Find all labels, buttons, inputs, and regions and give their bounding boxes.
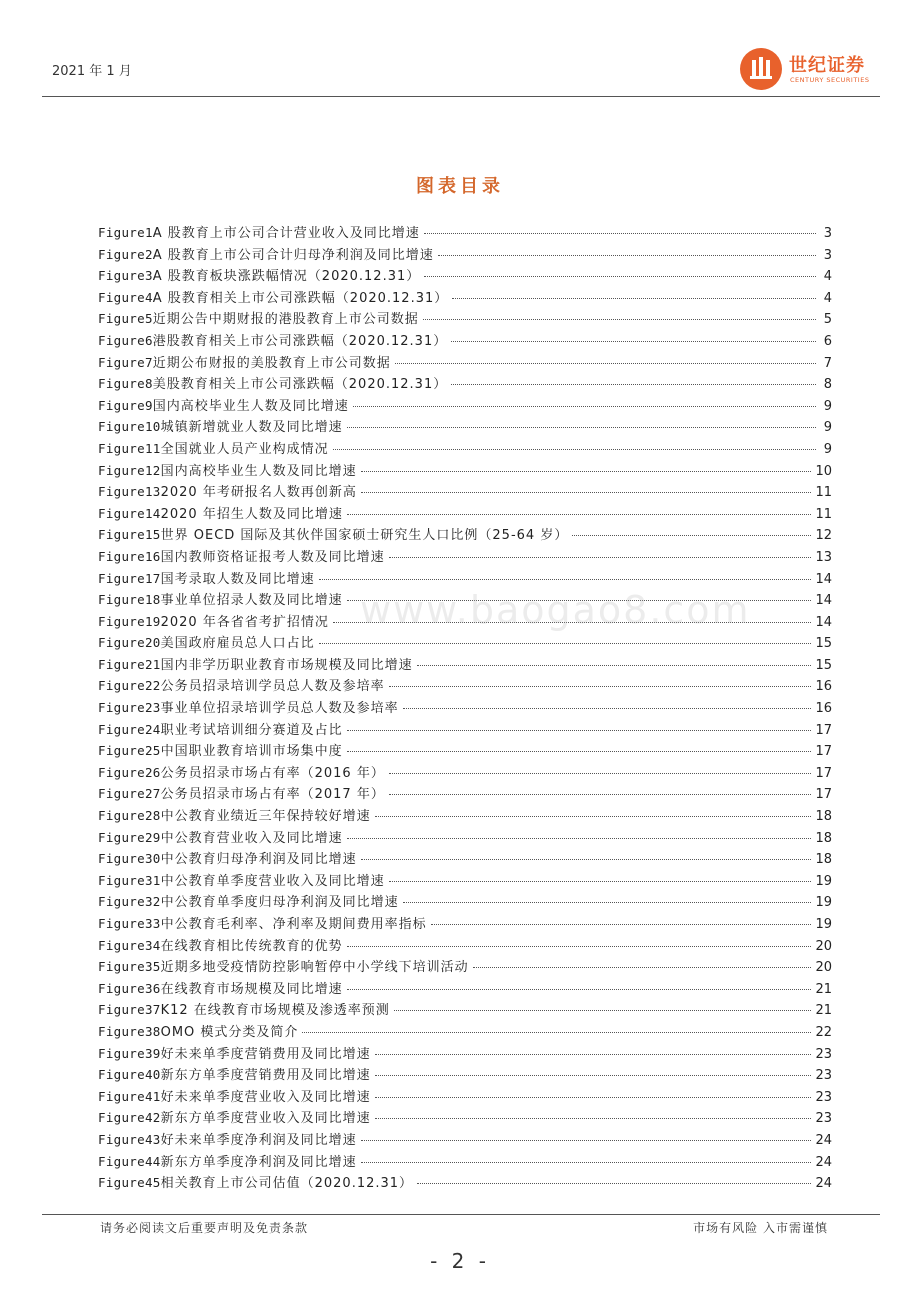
toc-entry-title: 事业单位招录人数及同比增速 xyxy=(160,593,343,609)
toc-leader-dots xyxy=(452,298,816,299)
toc-entry-label: Figure37 xyxy=(98,1002,161,1018)
toc-entry-label: Figure34 xyxy=(98,937,161,953)
toc-entry[interactable] xyxy=(98,308,832,330)
toc-entry-title: A 股教育上市公司合计归母净利润及同比增速 xyxy=(152,247,434,263)
toc-entry-label: Figure27 xyxy=(98,786,161,802)
toc-entry-label: Figure35 xyxy=(98,959,161,975)
toc-entry[interactable] xyxy=(98,546,832,568)
toc-entry-label: Figure20 xyxy=(98,635,161,651)
report-date: 2021 年 1 月 xyxy=(52,64,132,79)
toc-entry-label: Figure1 xyxy=(98,225,153,240)
toc-entry-title: 中公教育单季度归母净利润及同比增速 xyxy=(160,895,399,911)
toc-entry-title: 近期公告中期财报的港股教育上市公司数据 xyxy=(152,312,419,328)
toc-entry-title: 好未来单季度营业收入及同比增速 xyxy=(160,1089,371,1105)
toc-entry[interactable] xyxy=(98,611,832,633)
toc-leader-dots xyxy=(361,859,812,860)
toc-entry-title: 公务员招录培训学员总人数及参培率 xyxy=(160,679,385,695)
toc-entry[interactable] xyxy=(98,438,832,460)
toc-entry-title: 好未来单季度营销费用及同比增速 xyxy=(160,1046,371,1062)
toc-entry-page: 24 xyxy=(815,1154,832,1170)
toc-leader-dots xyxy=(347,730,812,731)
toc-leader-dots xyxy=(389,773,812,774)
header-divider xyxy=(42,96,880,97)
toc-leader-dots xyxy=(389,881,812,882)
toc-entry-title: 全国就业人员产业构成情况 xyxy=(160,441,329,457)
toc-entry-title: 中公教育毛利率、净利率及期间费用率指标 xyxy=(160,917,427,932)
toc-entry[interactable] xyxy=(98,827,832,849)
toc-entry-title: 港股教育相关上市公司涨跌幅（2020.12.31） xyxy=(152,333,448,349)
toc-entry[interactable] xyxy=(98,287,832,309)
toc-entry-page: 17 xyxy=(815,722,832,738)
toc-entry-page: 18 xyxy=(815,809,832,825)
toc-entry-label: Figure18 xyxy=(98,592,161,608)
toc-entry[interactable] xyxy=(98,935,832,957)
toc-leader-dots xyxy=(319,579,812,580)
toc-entry-title: 职业考试培训细分赛道及占比 xyxy=(160,722,343,738)
toc-leader-dots xyxy=(394,1010,812,1011)
toc-entry-page: 22 xyxy=(815,1024,832,1040)
toc-entry[interactable] xyxy=(98,503,832,525)
toc-entry[interactable] xyxy=(98,265,832,287)
toc-entry-label: Figure9 xyxy=(98,397,153,413)
toc-entry-label: Figure39 xyxy=(98,1045,161,1061)
toc-leader-dots xyxy=(375,1054,812,1055)
toc-entry-page: 3 xyxy=(823,226,832,241)
toc-entry-page: 3 xyxy=(823,247,832,263)
toc-entry-page: 23 xyxy=(815,1111,832,1127)
toc-title: 图表目录 xyxy=(416,176,504,197)
toc-entry-title: 城镇新增就业人数及同比增速 xyxy=(160,420,343,436)
toc-entry-page: 16 xyxy=(815,679,832,695)
toc-entry-title: 在线教育市场规模及同比增速 xyxy=(160,981,343,997)
toc-entry-title: 好未来单季度净利润及同比增速 xyxy=(160,1132,357,1148)
toc-entry-label: Figure33 xyxy=(98,916,161,931)
toc-leader-dots xyxy=(333,449,816,450)
toc-entry-label: Figure42 xyxy=(98,1110,161,1126)
toc-entry-page: 14 xyxy=(815,614,832,630)
toc-entry-title: 在线教育相比传统教育的优势 xyxy=(160,938,343,954)
toc-leader-dots xyxy=(451,384,816,385)
toc-entry-page: 24 xyxy=(815,1176,832,1192)
toc-entry-page: 18 xyxy=(815,852,832,868)
toc-leader-dots xyxy=(361,471,812,472)
toc-leader-dots xyxy=(375,1118,812,1119)
toc-entry[interactable] xyxy=(98,999,832,1021)
toc-entry[interactable] xyxy=(98,1107,832,1129)
toc-entry[interactable] xyxy=(98,524,832,546)
toc-entry-label: Figure19 xyxy=(98,613,161,629)
toc-entry[interactable] xyxy=(98,805,832,827)
toc-leader-dots xyxy=(417,665,812,666)
toc-entry[interactable] xyxy=(98,244,832,266)
logo-emblem-icon xyxy=(740,48,782,90)
toc-entry-page: 17 xyxy=(815,787,832,803)
footer-divider xyxy=(42,1214,880,1215)
toc-entry-page: 20 xyxy=(815,960,832,976)
toc-entry-label: Figure26 xyxy=(98,764,161,780)
toc-entry-title: 事业单位招录培训学员总人数及参培率 xyxy=(160,701,399,717)
toc-leader-dots xyxy=(302,1032,811,1033)
toc-entry-title: 中公教育业绩近三年保持较好增速 xyxy=(160,809,371,825)
toc-leader-dots xyxy=(389,557,812,558)
toc-entry-page: 24 xyxy=(815,1132,832,1148)
toc-leader-dots xyxy=(375,1075,812,1076)
toc-entry[interactable] xyxy=(98,1172,832,1194)
toc-entry-label: Figure8 xyxy=(98,376,153,392)
toc-entry-page: 20 xyxy=(815,938,832,954)
toc-leader-dots xyxy=(438,255,816,256)
toc-entry-title: 相关教育上市公司估值（2020.12.31） xyxy=(160,1176,414,1192)
toc-entry[interactable] xyxy=(98,589,832,611)
toc-entry-label: Figure14 xyxy=(98,505,161,521)
toc-leader-dots xyxy=(353,406,816,407)
toc-entry-label: Figure3 xyxy=(98,268,153,284)
toc-leader-dots xyxy=(347,838,812,839)
toc-leader-dots xyxy=(347,989,812,990)
toc-entry-label: Figure43 xyxy=(98,1131,161,1147)
toc-entry-title: K12 在线教育市场规模及渗透率预测 xyxy=(160,1003,390,1019)
toc-entry[interactable] xyxy=(98,740,832,762)
toc-entry-title: A 股教育相关上市公司涨跌幅（2020.12.31） xyxy=(152,290,449,306)
toc-entry[interactable] xyxy=(98,956,832,978)
toc-entry-label: Figure6 xyxy=(98,332,153,348)
toc-entry[interactable] xyxy=(98,1021,832,1043)
toc-leader-dots xyxy=(572,535,811,536)
toc-entry-label: Figure29 xyxy=(98,829,161,845)
toc-entry-title: 公务员招录市场占有率（2017 年） xyxy=(160,787,385,803)
toc-entry-title: 国内高校毕业生人数及同比增速 xyxy=(160,463,357,479)
century-securities-logo xyxy=(740,48,880,92)
toc-entry-title: 2020 年各省省考扩招情况 xyxy=(160,614,329,630)
toc-leader-dots xyxy=(375,1097,812,1098)
toc-leader-dots xyxy=(361,1162,812,1163)
toc-entry-page: 15 xyxy=(815,657,832,673)
toc-entry-label: Figure25 xyxy=(98,743,161,759)
toc-leader-dots xyxy=(431,924,812,925)
toc-entry[interactable] xyxy=(98,373,832,395)
toc-entry-title: 近期公布财报的美股教育上市公司数据 xyxy=(152,355,391,371)
toc-leader-dots xyxy=(361,492,812,493)
toc-entry[interactable] xyxy=(98,762,832,784)
toc-entry-page: 15 xyxy=(815,636,832,652)
toc-entry-title: 中公教育单季度营业收入及同比增速 xyxy=(160,873,385,889)
toc-entry-title: 国考录取人数及同比增速 xyxy=(160,571,315,587)
toc-leader-dots xyxy=(451,341,816,342)
toc-entry-label: Figure36 xyxy=(98,980,161,996)
toc-entry-label: Figure41 xyxy=(98,1088,161,1104)
footer-disclaimer: 请务必阅读文后重要声明及免责条款 xyxy=(100,1221,309,1235)
toc-entry-title: OMO 模式分类及简介 xyxy=(160,1024,299,1040)
toc-entry-page: 17 xyxy=(815,765,832,781)
toc-entry[interactable] xyxy=(98,870,832,892)
toc-entry-label: Figure11 xyxy=(98,440,161,456)
toc-entry-page: 18 xyxy=(815,830,832,846)
page-number: - 2 - xyxy=(430,1249,490,1273)
toc-entry[interactable] xyxy=(98,1086,832,1108)
footer-risk-notice: 市场有风险 入市需谨慎 xyxy=(693,1221,828,1235)
toc-entry-label: Figure2 xyxy=(98,246,153,262)
toc-entry-page: 4 xyxy=(823,269,832,285)
toc-entry-label: Figure24 xyxy=(98,721,161,737)
toc-entry-page: 14 xyxy=(815,571,832,587)
toc-entry-page: 8 xyxy=(823,377,832,393)
toc-entry-label: Figure21 xyxy=(98,656,161,672)
toc-leader-dots xyxy=(319,643,812,644)
toc-entry-label: Figure12 xyxy=(98,462,161,478)
toc-entry-label: Figure17 xyxy=(98,570,161,586)
toc-entry-title: 公务员招录市场占有率（2016 年） xyxy=(160,765,385,781)
toc-entry-label: Figure7 xyxy=(98,354,153,370)
toc-entry[interactable] xyxy=(98,632,832,654)
toc-entry[interactable] xyxy=(98,913,832,935)
toc-leader-dots xyxy=(375,816,812,817)
toc-entry-title: A 股教育上市公司合计营业收入及同比增速 xyxy=(152,226,420,241)
toc-entry-title: A 股教育板块涨跌幅情况（2020.12.31） xyxy=(152,269,421,285)
toc-entry-label: Figure32 xyxy=(98,894,161,910)
toc-entry[interactable] xyxy=(98,1064,832,1086)
toc-entry-title: 2020 年招生人数及同比增速 xyxy=(160,506,343,522)
toc-leader-dots xyxy=(389,794,812,795)
toc-entry-label: Figure23 xyxy=(98,700,161,716)
toc-entry-title: 国内教师资格证报考人数及同比增速 xyxy=(160,549,385,565)
toc-entry-page: 9 xyxy=(823,441,832,457)
toc-leader-dots xyxy=(395,363,816,364)
toc-entry-label: Figure30 xyxy=(98,851,161,867)
toc-entry-label: Figure10 xyxy=(98,419,161,435)
toc-entry-page: 23 xyxy=(815,1046,832,1062)
toc-entry[interactable] xyxy=(98,395,832,417)
toc-entry-page: 7 xyxy=(823,355,832,371)
toc-entry[interactable] xyxy=(98,1043,832,1065)
toc-entry[interactable] xyxy=(98,460,832,482)
toc-entry-label: Figure45 xyxy=(98,1175,161,1191)
toc-entry-page: 19 xyxy=(815,917,832,932)
toc-entry-page: 21 xyxy=(815,981,832,997)
toc-entry-title: 新东方单季度净利润及同比增速 xyxy=(160,1154,357,1170)
toc-entry-page: 17 xyxy=(815,744,832,760)
toc-entry[interactable] xyxy=(98,352,832,374)
toc-entry[interactable] xyxy=(98,675,832,697)
toc-entry-page: 9 xyxy=(823,420,832,436)
toc-entry-label: Figure15 xyxy=(98,527,161,543)
toc-entry-page: 19 xyxy=(815,895,832,911)
toc-entry-page: 12 xyxy=(815,528,832,544)
toc-entry-label: Figure31 xyxy=(98,872,161,888)
toc-entry[interactable] xyxy=(98,1129,832,1151)
toc-entry[interactable] xyxy=(98,891,832,913)
toc-leader-dots xyxy=(417,1183,811,1184)
toc-entry-page: 4 xyxy=(823,290,832,306)
toc-entry-title: 近期多地受疫情防控影响暂停中小学线下培训活动 xyxy=(160,960,469,976)
toc-leader-dots xyxy=(403,902,812,903)
toc-entry-page: 19 xyxy=(815,873,832,889)
toc-leader-dots xyxy=(473,967,812,968)
toc-entry-label: Figure16 xyxy=(98,548,161,564)
toc-entry-title: 中公教育营业收入及同比增速 xyxy=(160,830,343,846)
watermark: www.baogao8.com xyxy=(360,588,751,632)
toc-entry-title: 国内非学历职业教育市场规模及同比增速 xyxy=(160,657,413,673)
toc-entry-title: 美股教育相关上市公司涨跌幅（2020.12.31） xyxy=(152,377,448,393)
toc-entry-page: 9 xyxy=(823,398,832,414)
toc-entry-title: 新东方单季度营业收入及同比增速 xyxy=(160,1111,371,1127)
toc-entry-title: 2020 年考研报名人数再创新高 xyxy=(160,485,357,501)
toc-entry-label: Figure5 xyxy=(98,311,153,327)
toc-leader-dots xyxy=(424,276,816,277)
toc-leader-dots xyxy=(361,1140,812,1141)
toc-entry[interactable] xyxy=(98,481,832,503)
toc-leader-dots xyxy=(347,514,812,515)
toc-entry[interactable] xyxy=(98,697,832,719)
toc-entry-page: 23 xyxy=(815,1068,832,1084)
toc-entry-page: 13 xyxy=(815,549,832,565)
toc-leader-dots xyxy=(403,708,812,709)
toc-entry-title: 新东方单季度营销费用及同比增速 xyxy=(160,1068,371,1084)
toc-entry-label: Figure40 xyxy=(98,1067,161,1083)
toc-entry[interactable] xyxy=(98,654,832,676)
toc-leader-dots xyxy=(423,319,816,320)
toc-entry-page: 6 xyxy=(823,333,832,349)
toc-leader-dots xyxy=(424,233,816,234)
toc-entry-page: 11 xyxy=(815,485,832,501)
toc-entry[interactable] xyxy=(98,416,832,438)
toc-entry[interactable] xyxy=(98,330,832,352)
toc-entry-title: 国内高校毕业生人数及同比增速 xyxy=(152,398,349,414)
logo-english-name: CENTURY SECURITIES xyxy=(790,76,870,84)
toc-leader-dots xyxy=(389,686,812,687)
toc-entry-page: 21 xyxy=(815,1003,832,1019)
toc-entry[interactable] xyxy=(98,719,832,741)
toc-entry-title: 中公教育归母净利润及同比增速 xyxy=(160,852,357,868)
toc-entry-label: Figure28 xyxy=(98,808,161,824)
toc-entry[interactable] xyxy=(98,978,832,1000)
toc-entry-page: 23 xyxy=(815,1089,832,1105)
toc-leader-dots xyxy=(347,751,812,752)
logo-chinese-name: 世纪证券 xyxy=(789,55,865,76)
toc-entry-page: 5 xyxy=(823,312,832,328)
toc-entry-title: 世界 OECD 国际及其伙伴国家硕士研究生人口比例（25-64 岁） xyxy=(160,528,569,544)
toc-entry-page: 14 xyxy=(815,593,832,609)
toc-entry-title: 中国职业教育培训市场集中度 xyxy=(160,744,343,760)
toc-entry-label: Figure13 xyxy=(98,484,161,500)
toc-leader-dots xyxy=(347,946,812,947)
toc-entry-page: 16 xyxy=(815,701,832,717)
toc-entry-title: 美国政府雇员总人口占比 xyxy=(160,636,315,652)
toc-entry-page: 11 xyxy=(815,506,832,522)
toc-entry[interactable] xyxy=(98,783,832,805)
toc-entry-page: 10 xyxy=(815,463,832,479)
toc-entry-label: Figure4 xyxy=(98,289,153,305)
toc-entry-label: Figure44 xyxy=(98,1153,161,1169)
toc-list xyxy=(98,222,832,1194)
toc-entry[interactable] xyxy=(98,1151,832,1173)
toc-entry-label: Figure38 xyxy=(98,1023,161,1039)
toc-entry-label: Figure22 xyxy=(98,678,161,694)
toc-leader-dots xyxy=(333,622,812,623)
toc-entry[interactable] xyxy=(98,568,832,590)
toc-entry[interactable] xyxy=(98,222,832,244)
toc-leader-dots xyxy=(347,427,816,428)
toc-leader-dots xyxy=(347,600,812,601)
toc-entry[interactable] xyxy=(98,848,832,870)
